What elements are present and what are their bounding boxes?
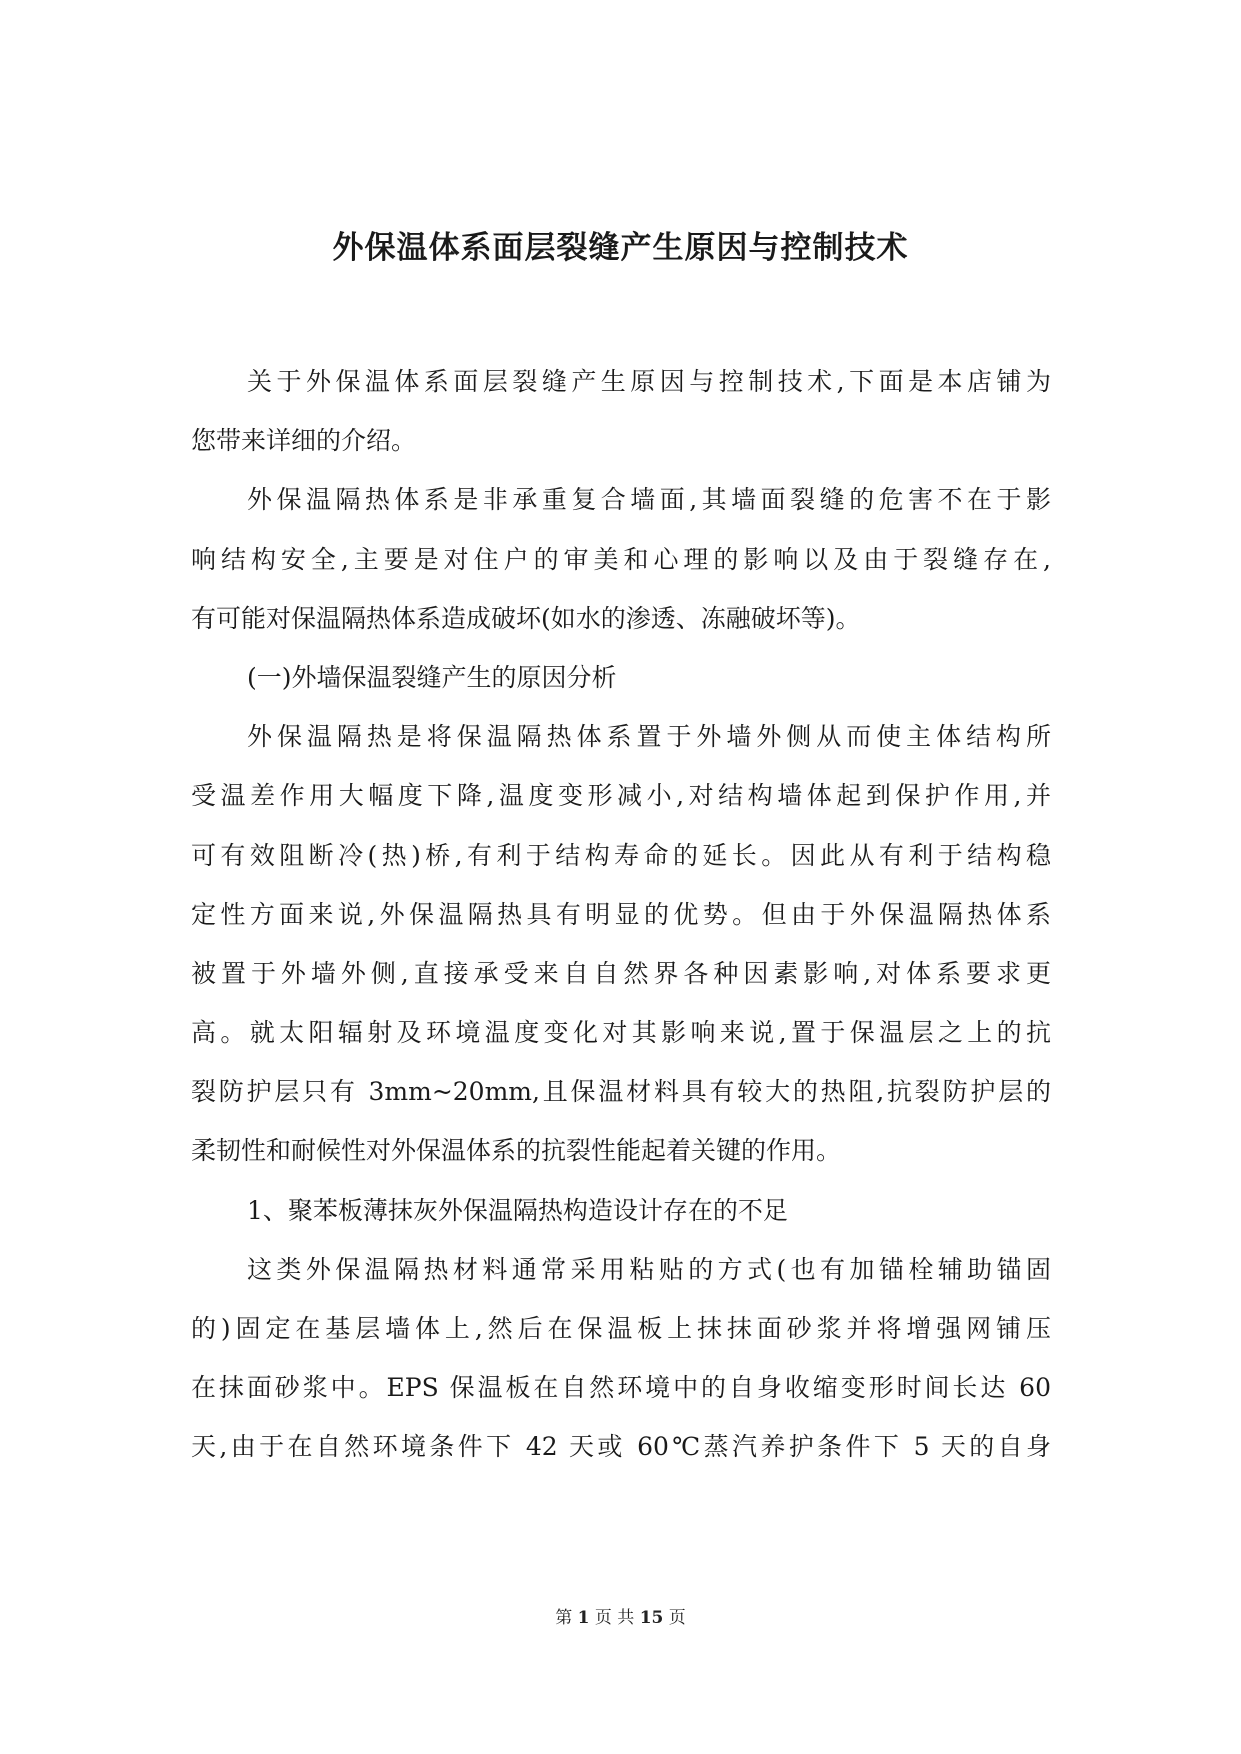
text-line: 可有效阻断冷(热)桥,有利于结构寿命的延长。因此从有利于结构稳 [191,840,1051,870]
text-line: 您带来详细的介绍。 [191,426,417,456]
document-body [191,352,1051,1477]
text-line: 有可能对保温隔热体系造成破坏(如水的渗透、冻融破坏等)。 [191,603,861,633]
text-line: 柔韧性和耐候性对外保温体系的抗裂性能起着关键的作用。 [191,1136,842,1166]
text-line: 定性方面来说,外保温隔热具有明显的优势。但由于外保温隔热体系 [191,899,1051,929]
text-line: 外保温隔热体系是非承重复合墙面,其墙面裂缝的危害不在于影 [247,485,1051,515]
text-line: 天,由于在自然环境条件下 42 天或 60℃蒸汽养护条件下 5 天的自身 [191,1432,1051,1462]
text-line: 的)固定在基层墙体上,然后在保温板上抹抹面砂浆并将增强网铺压 [191,1314,1051,1343]
footer-total-pages: 15 [639,1608,664,1628]
text-line: 外保温隔热是将保温隔热体系置于外墙外侧从而使主体结构所 [247,722,1051,752]
footer-prefix: 第 [555,1608,573,1628]
text-line: (一)外墙保温裂缝产生的原因分析 [247,662,617,692]
text-line: 在抹面砂浆中。EPS 保温板在自然环境中的自身收缩变形时间长达 60 [191,1373,1051,1403]
footer-page-number: 1 [577,1608,590,1628]
page-footer [0,1606,1241,1630]
text-line: 1、聚苯板薄抹灰外保温隔热构造设计存在的不足 [247,1195,788,1225]
text-line: 受温差作用大幅度下降,温度变形减小,对结构墙体起到保护作用,并 [191,781,1051,811]
text-line: 响结构安全,主要是对住户的审美和心理的影响以及由于裂缝存在, [191,544,1051,574]
footer-suffix: 页 [668,1608,686,1628]
document-title: 外保温体系面层裂缝产生原因与控制技术 [332,230,909,266]
text-line: 高。就太阳辐射及环境温度变化对其影响来说,置于保温层之上的抗 [191,1018,1051,1048]
footer-middle: 页 共 [594,1608,635,1628]
text-line: 裂防护层只有 3mm~20mm,且保温材料具有较大的热阻,抗裂防护层的 [191,1077,1051,1107]
text-line: 关于外保温体系面层裂缝产生原因与控制技术,下面是本店铺为 [247,367,1051,396]
text-line: 这类外保温隔热材料通常采用粘贴的方式(也有加锚栓辅助锚固 [247,1254,1051,1284]
text-line: 被置于外墙外侧,直接承受来自自然界各种因素影响,对体系要求更 [191,958,1051,988]
